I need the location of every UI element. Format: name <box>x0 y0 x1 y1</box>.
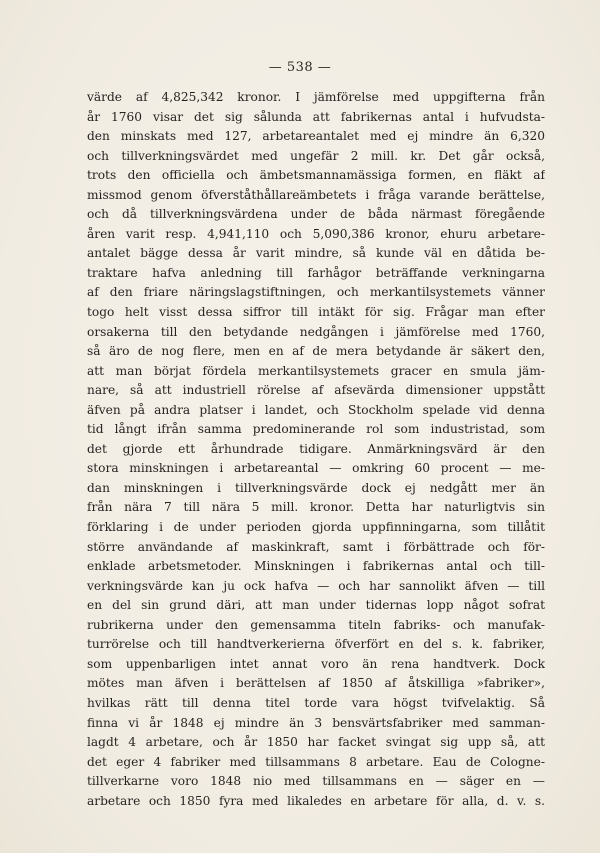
text-line: och då tillverkningsvärdena under de båda närmast föregående <box>87 207 545 222</box>
text-line: traktare hafva anledning till farhågor beträffande verkningarna <box>87 265 545 280</box>
text-line: verkningsvärde kan ju ock hafva — och har sannolikt äfven — till <box>87 578 545 593</box>
text-line: trots den officiella och ämbetsmannamässiga formen, en fläkt af <box>87 168 545 183</box>
text-line: att man börjat fördela merkantilsystemets gracer en smula jäm- <box>87 363 545 378</box>
text-line: år 1760 visar det sig sålunda att fabrikernas antal i hufvudsta- <box>87 109 545 124</box>
text-line: så äro de nog flere, men en af de mera betydande är säkert den, <box>87 344 545 359</box>
page-number: — 538 — <box>268 60 332 75</box>
text-line: finna vi år 1848 ej mindre än 3 bensvärtsfabriker med samman- <box>87 715 545 730</box>
text-line: som uppenbarligen intet annat voro än rena handtverk. Dock <box>87 656 545 671</box>
text-line: togo helt visst dessa siffror till intäkt för sig. Frågar man efter <box>87 305 545 320</box>
text-line: enklade arbetsmetoder. Minskningen i fabrikernas antal och till- <box>87 559 545 574</box>
text-line: en del sin grund däri, att man under tidernas lopp något sofrat <box>87 598 545 613</box>
text-line: mötes man äfven i berättelsen af 1850 af åtskilliga »fabriker», <box>87 676 545 691</box>
body-text <box>87 88 545 811</box>
text-line: dan minskningen i tillverkningsvärde dock ej nedgått mer än <box>87 480 545 495</box>
text-line: lagdt 4 arbetare, och år 1850 har facket svingat sig upp så, att <box>87 735 545 750</box>
text-line: antalet bägge dessa år varit mindre, så kunde väl en dåtida be- <box>87 246 545 261</box>
text-line: missmod genom öfverståthållareämbetets i fråga varande berättelse, <box>87 187 545 202</box>
text-line: tid långt ifrån samma predominerande rol som industristad, som <box>87 422 545 437</box>
text-line: och tillverkningsvärdet med ungefär 2 mill. kr. Det går också, <box>87 148 545 163</box>
text-line: stora minskningen i arbetareantal — omkring 60 procent — me- <box>87 461 545 476</box>
text-line: af den friare näringslagstiftningen, och merkantilsystemets vänner <box>87 285 545 300</box>
text-line: tillverkarne voro 1848 nio med tillsammans en — säger en — <box>87 774 545 789</box>
text-line: det gjorde ett århundrade tidigare. Anmärkningsvärd är den <box>87 441 545 456</box>
text-line: rubrikerna under den gemensamma titeln fabriks- och manufak- <box>87 617 545 632</box>
text-line: turrörelse och till handtverkerierna öfverfört en del s. k. fabriker, <box>87 637 545 652</box>
text-line: hvilkas rätt till denna titel torde vara högst tvifvelaktig. Så <box>87 695 545 710</box>
text-line: nare, så att industriell rörelse af afsevärda dimensioner uppstått <box>87 383 545 398</box>
text-line: äfven på andra platser i landet, och Stockholm spelade vid denna <box>87 402 545 417</box>
text-line: det eger 4 fabriker med tillsammans 8 arbetare. Eau de Cologne- <box>87 754 545 769</box>
text-line: större användande af maskinkraft, samt i förbättrade och för- <box>87 539 545 554</box>
text-line: arbetare och 1850 fyra med likaledes en arbetare för alla, d. v. s. <box>87 793 545 808</box>
text-line: den minskats med 127, arbetareantalet med ej mindre än 6,320 <box>87 129 545 144</box>
text-line: förklaring i de under perioden gjorda uppfinningarna, som tillåtit <box>87 520 545 535</box>
text-line: åren varit resp. 4,941,110 och 5,090,386 kronor, ehuru arbetare- <box>87 226 545 241</box>
text-line: värde af 4,825,342 kronor. I jämförelse med uppgifterna från <box>87 90 545 104</box>
text-line: från nära 7 till nära 5 mill. kronor. Detta har naturligtvis sin <box>87 500 545 515</box>
text-line: orsakerna till den betydande nedgången i jämförelse med 1760, <box>87 324 545 339</box>
